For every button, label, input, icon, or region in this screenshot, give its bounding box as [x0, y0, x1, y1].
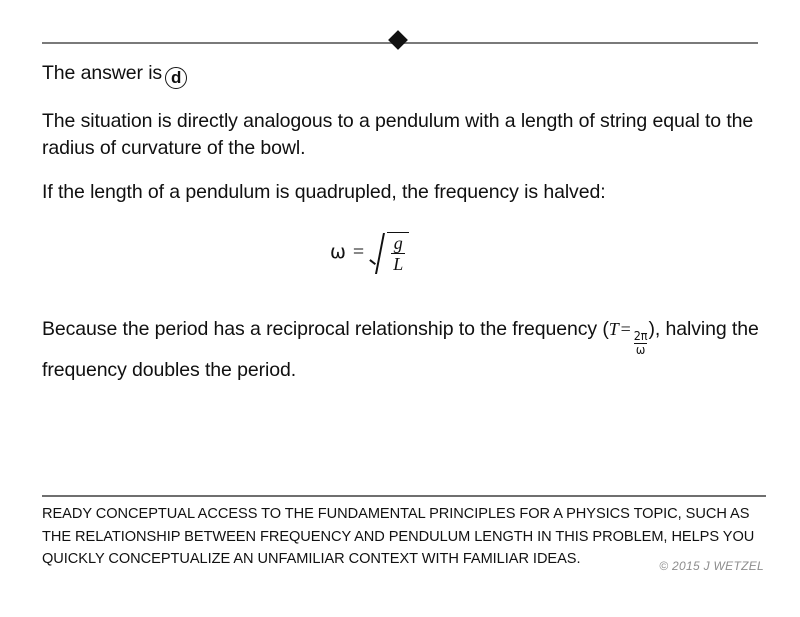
formula-block	[42, 228, 766, 290]
radical-sign-icon	[370, 232, 409, 274]
inline-math-symbol: T	[608, 318, 619, 339]
inline-fraction	[633, 327, 648, 358]
radical-stroke	[370, 232, 387, 274]
top-divider	[42, 42, 758, 44]
paragraph-analogy: The situation is directly analogous to a pendulum with a length of string equal to the radius of curvature of the bowl.	[42, 109, 754, 159]
fraction-g-over-l	[391, 234, 405, 274]
answer-choice-badge: d	[165, 67, 187, 89]
footer-rule	[42, 495, 766, 497]
fraction-denominator: L	[393, 254, 404, 275]
formula-operator: =	[352, 241, 365, 264]
footer-note: READY CONCEPTUAL ACCESS TO THE FUNDAMENTAL PRINCIPLES FOR A PHYSICS TOPIC, SUCH AS THE RELATIONSHIP BETWEEN FREQUENCY AND PENDULUM LENGTH IN THIS PROBLEM, HELPS YOU QUICKLY CONCEPTUALIZE AN UNFAMILIAR CONTEXT WITH FAMILIAR IDEAS.	[42, 506, 755, 567]
diamond-marker-icon	[388, 30, 408, 50]
inline-period-formula	[608, 318, 649, 358]
copyright-notice: © 2015 J WETZEL	[659, 559, 764, 573]
conclusion-text-after: ), halving the frequency doubles the period.	[42, 317, 759, 381]
conclusion-text-before: Because the period has a reciprocal relationship to the frequency (	[42, 317, 609, 340]
paragraph-conclusion	[42, 316, 766, 384]
formula-lhs: ω	[330, 241, 346, 264]
inline-fraction-denominator: ω	[635, 342, 646, 358]
fraction-numerator: g	[393, 232, 403, 253]
radicand	[387, 232, 409, 274]
paragraph-quadrupled: If the length of a pendulum is quadrupled, the frequency is halved:	[42, 180, 606, 203]
inline-math-operator: =	[620, 318, 631, 339]
angular-frequency-formula	[330, 232, 409, 274]
answer-prefix: The answer is	[42, 62, 163, 84]
inline-fraction-numerator: 2π	[633, 327, 648, 343]
content-body	[42, 60, 766, 401]
answer-line	[42, 60, 766, 89]
